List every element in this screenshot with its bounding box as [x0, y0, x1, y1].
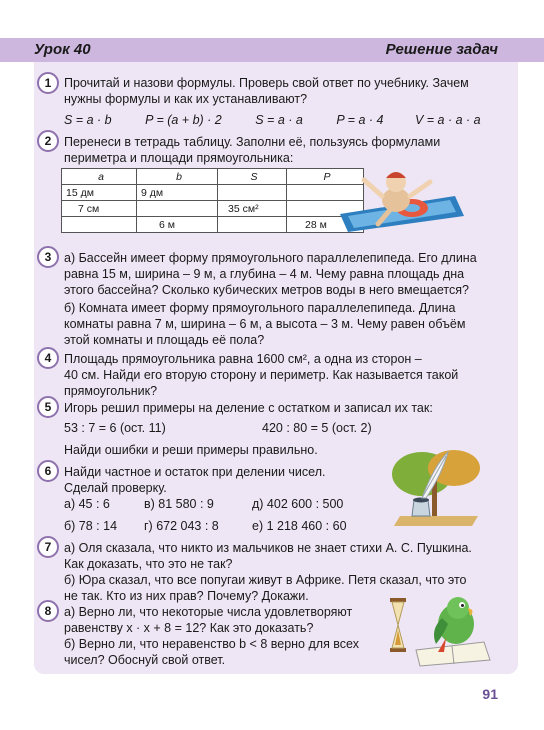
inkwell-illustration — [382, 446, 492, 532]
formula: S = a · a — [255, 113, 303, 127]
task-number: 4 — [37, 347, 59, 369]
example-2: 420 : 80 = 5 (ост. 2) — [262, 421, 372, 435]
table-cell: 28 м — [287, 217, 364, 233]
task-number: 1 — [37, 72, 59, 94]
task-number: 6 — [37, 460, 59, 482]
task-number: 3 — [37, 246, 59, 268]
task-note: Найди ошибки и реши примеры правильно. — [64, 443, 318, 457]
task-text: Игорь решил примеры на деление с остатком и записал их так: — [64, 401, 433, 415]
formula: S = a · b — [64, 113, 112, 127]
task-text: Перенеси в тетрадь таблицу. Заполни её, пользуясь формулами периметра и площади прямоугольника: — [64, 135, 441, 165]
table-header: S — [218, 169, 287, 185]
parrot-illustration — [386, 590, 496, 670]
task-text-b: б) Комната имеет форму прямоугольного параллелепипеда. Длина комнаты равна 7 м, ширина – 6 м, а высота – 3 м. Чему равен объём этой комнаты и площадь её пола? — [64, 301, 466, 347]
task-text: Прочитай и назови формулы. Проверь свой ответ по учебнику. Зачем нужны формулы и как их устанавливают? — [64, 76, 469, 106]
task-text: Найди частное и остаток при делении чисел. Сделай проверку. — [64, 465, 326, 495]
content-panel — [34, 62, 518, 674]
table-row — [62, 201, 364, 217]
formulas-row — [64, 112, 481, 128]
formula: P = (a + b) · 2 — [145, 113, 222, 127]
topic-title: Решение задач — [385, 41, 498, 58]
division-col-1: а) 45 : 6 б) 78 : 14 — [64, 497, 118, 533]
task-text: а) Оля сказала, что никто из мальчиков не знает стихи А. С. Пушкина. Как доказать, что это не так? — [64, 541, 472, 571]
page-number: 91 — [482, 686, 498, 702]
formula: V = a · a · a — [414, 113, 481, 127]
task-number: 5 — [37, 396, 59, 418]
table-row — [62, 185, 364, 201]
lesson-title: Урок 40 — [34, 41, 91, 58]
table-cell: 15 дм — [62, 185, 137, 201]
division-col-2: в) 81 580 : 9 г) 672 043 : 8 — [144, 497, 219, 533]
swimmer-illustration — [330, 166, 470, 236]
table-cell: 6 м — [137, 217, 218, 233]
task-number: 7 — [37, 536, 59, 558]
example-1: 53 : 7 = 6 (ост. 11) — [64, 421, 166, 435]
task-text: а) Бассейн имеет форму прямоугольного параллелепипеда. Его длина равна 15 м, ширина – 9 м, а глубина – 4 м. Чему равна площадь дна этого бассейна? Сколько кубических метров воды в него вмещается? — [64, 251, 477, 297]
task-text: Площадь прямоугольника равна 1600 см², а одна из сторон – 40 см. Найди его вторую сторону и периметр. Как называется такой прямоугольник? — [64, 352, 459, 398]
table-cell — [62, 217, 137, 233]
table-cell: 35 см² — [218, 201, 287, 217]
table-header: b — [137, 169, 218, 185]
table-cell — [218, 185, 287, 201]
table-cell — [137, 201, 218, 217]
table-header: a — [62, 169, 137, 185]
rectangle-table — [61, 168, 364, 233]
table-row — [62, 217, 364, 233]
page-header — [0, 38, 544, 62]
task-text-b: б) Юра сказал, что все попугаи живут в Африке. Петя сказал, что это не так. Кто из них прав? Почему? Докажи. — [64, 573, 467, 603]
table-cell — [218, 217, 287, 233]
division-col-3: д) 402 600 : 500 е) 1 218 460 : 60 — [252, 497, 347, 533]
table-cell: 9 дм — [137, 185, 218, 201]
task-number: 2 — [37, 130, 59, 152]
table-cell: 7 см — [62, 201, 137, 217]
table-header: P — [287, 169, 364, 185]
formula: P = a · 4 — [336, 113, 384, 127]
task-text: а) Верно ли, что некоторые числа удовлетворяют равенству x · x + 8 = 12? Как это доказать? б) Верно ли, что неравенство b < 8 верно для всех чисел? Обоснуй свой ответ. — [64, 605, 359, 667]
task-number: 8 — [37, 600, 59, 622]
